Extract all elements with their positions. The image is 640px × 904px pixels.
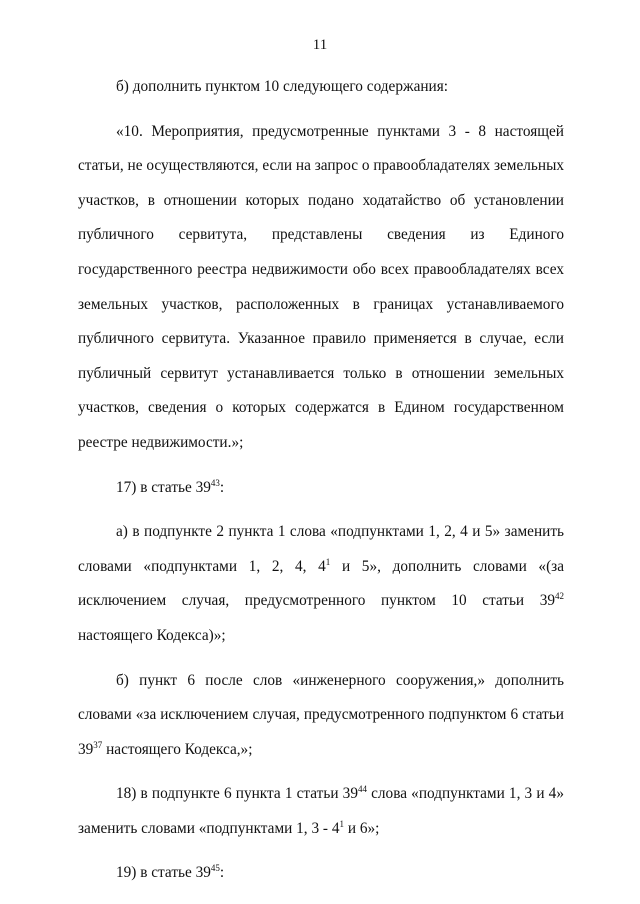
superscript: 37 (93, 739, 103, 750)
text-run: и 5», дополнить словами «(за исключением случая, предусмотренного пунктом 10 статьи 39 (78, 557, 564, 610)
paragraph-item-17 (78, 471, 564, 506)
paragraph-item-19 (78, 856, 564, 891)
superscript: 44 (357, 784, 367, 795)
text-run: 17) в статье 39 (116, 478, 211, 496)
paragraph-item-17-a (78, 515, 564, 653)
text-run: б) пункт 6 после слов «инженерного сооружения,» дополнить словами «за исключением случая, предусмотренного подпунктом 6 статьи 39 (78, 671, 564, 758)
paragraph-b-intro: б) дополнить пунктом 10 следующего содержания: (116, 78, 449, 95)
superscript: 1 (325, 556, 331, 567)
page-number: 11 (312, 37, 328, 53)
text-run: 18) в подпункте 6 пункта 1 статьи 39 (116, 785, 358, 803)
document-body (78, 70, 564, 901)
superscript: 43 (210, 477, 220, 488)
paragraph-point-10: «10. Мероприятия, предусмотренные пунктами 3 - 8 настоящей статьи, не осуществляются, если на запрос о правообладателях земельных участков, в отношении которых подано ходатайство об установлении публичного сервитута, представлены сведения из Единого государственного реестра недвижимости обо всех правообладателях всех земельных участков, расположенных в границах устанавливаемого публичного сервитута. Указанное правило применяется в случае, если публичный сервитут устанавливается только в отношении земельных участков, сведения о которых содержатся в Едином государственном реестре недвижимости.»; (78, 122, 564, 451)
text-run: настоящего Кодекса,»; (102, 740, 253, 758)
superscript: 1 (339, 818, 344, 829)
superscript: 45 (210, 863, 220, 874)
text-run: а) в подпункте 2 пункта 1 слова «подпунктами 1, 2, 4 и 5» заменить словами «подпунктами 1, 2, 4, 4 (78, 523, 564, 575)
text-run: : (219, 864, 225, 882)
text-run: слова «подпунктами 1, 3 и 4» заменить словами «подпунктами 1, 3 - 4 (78, 785, 564, 837)
superscript: 42 (555, 591, 564, 602)
paragraph-item-18 (78, 777, 564, 846)
text-run: и 6»; (344, 819, 380, 837)
text-run: настоящего Кодекса)»; (78, 626, 226, 644)
text-run: 19) в статье 39 (116, 864, 211, 882)
text-run: : (219, 478, 225, 496)
paragraph-item-17-b (78, 664, 564, 768)
